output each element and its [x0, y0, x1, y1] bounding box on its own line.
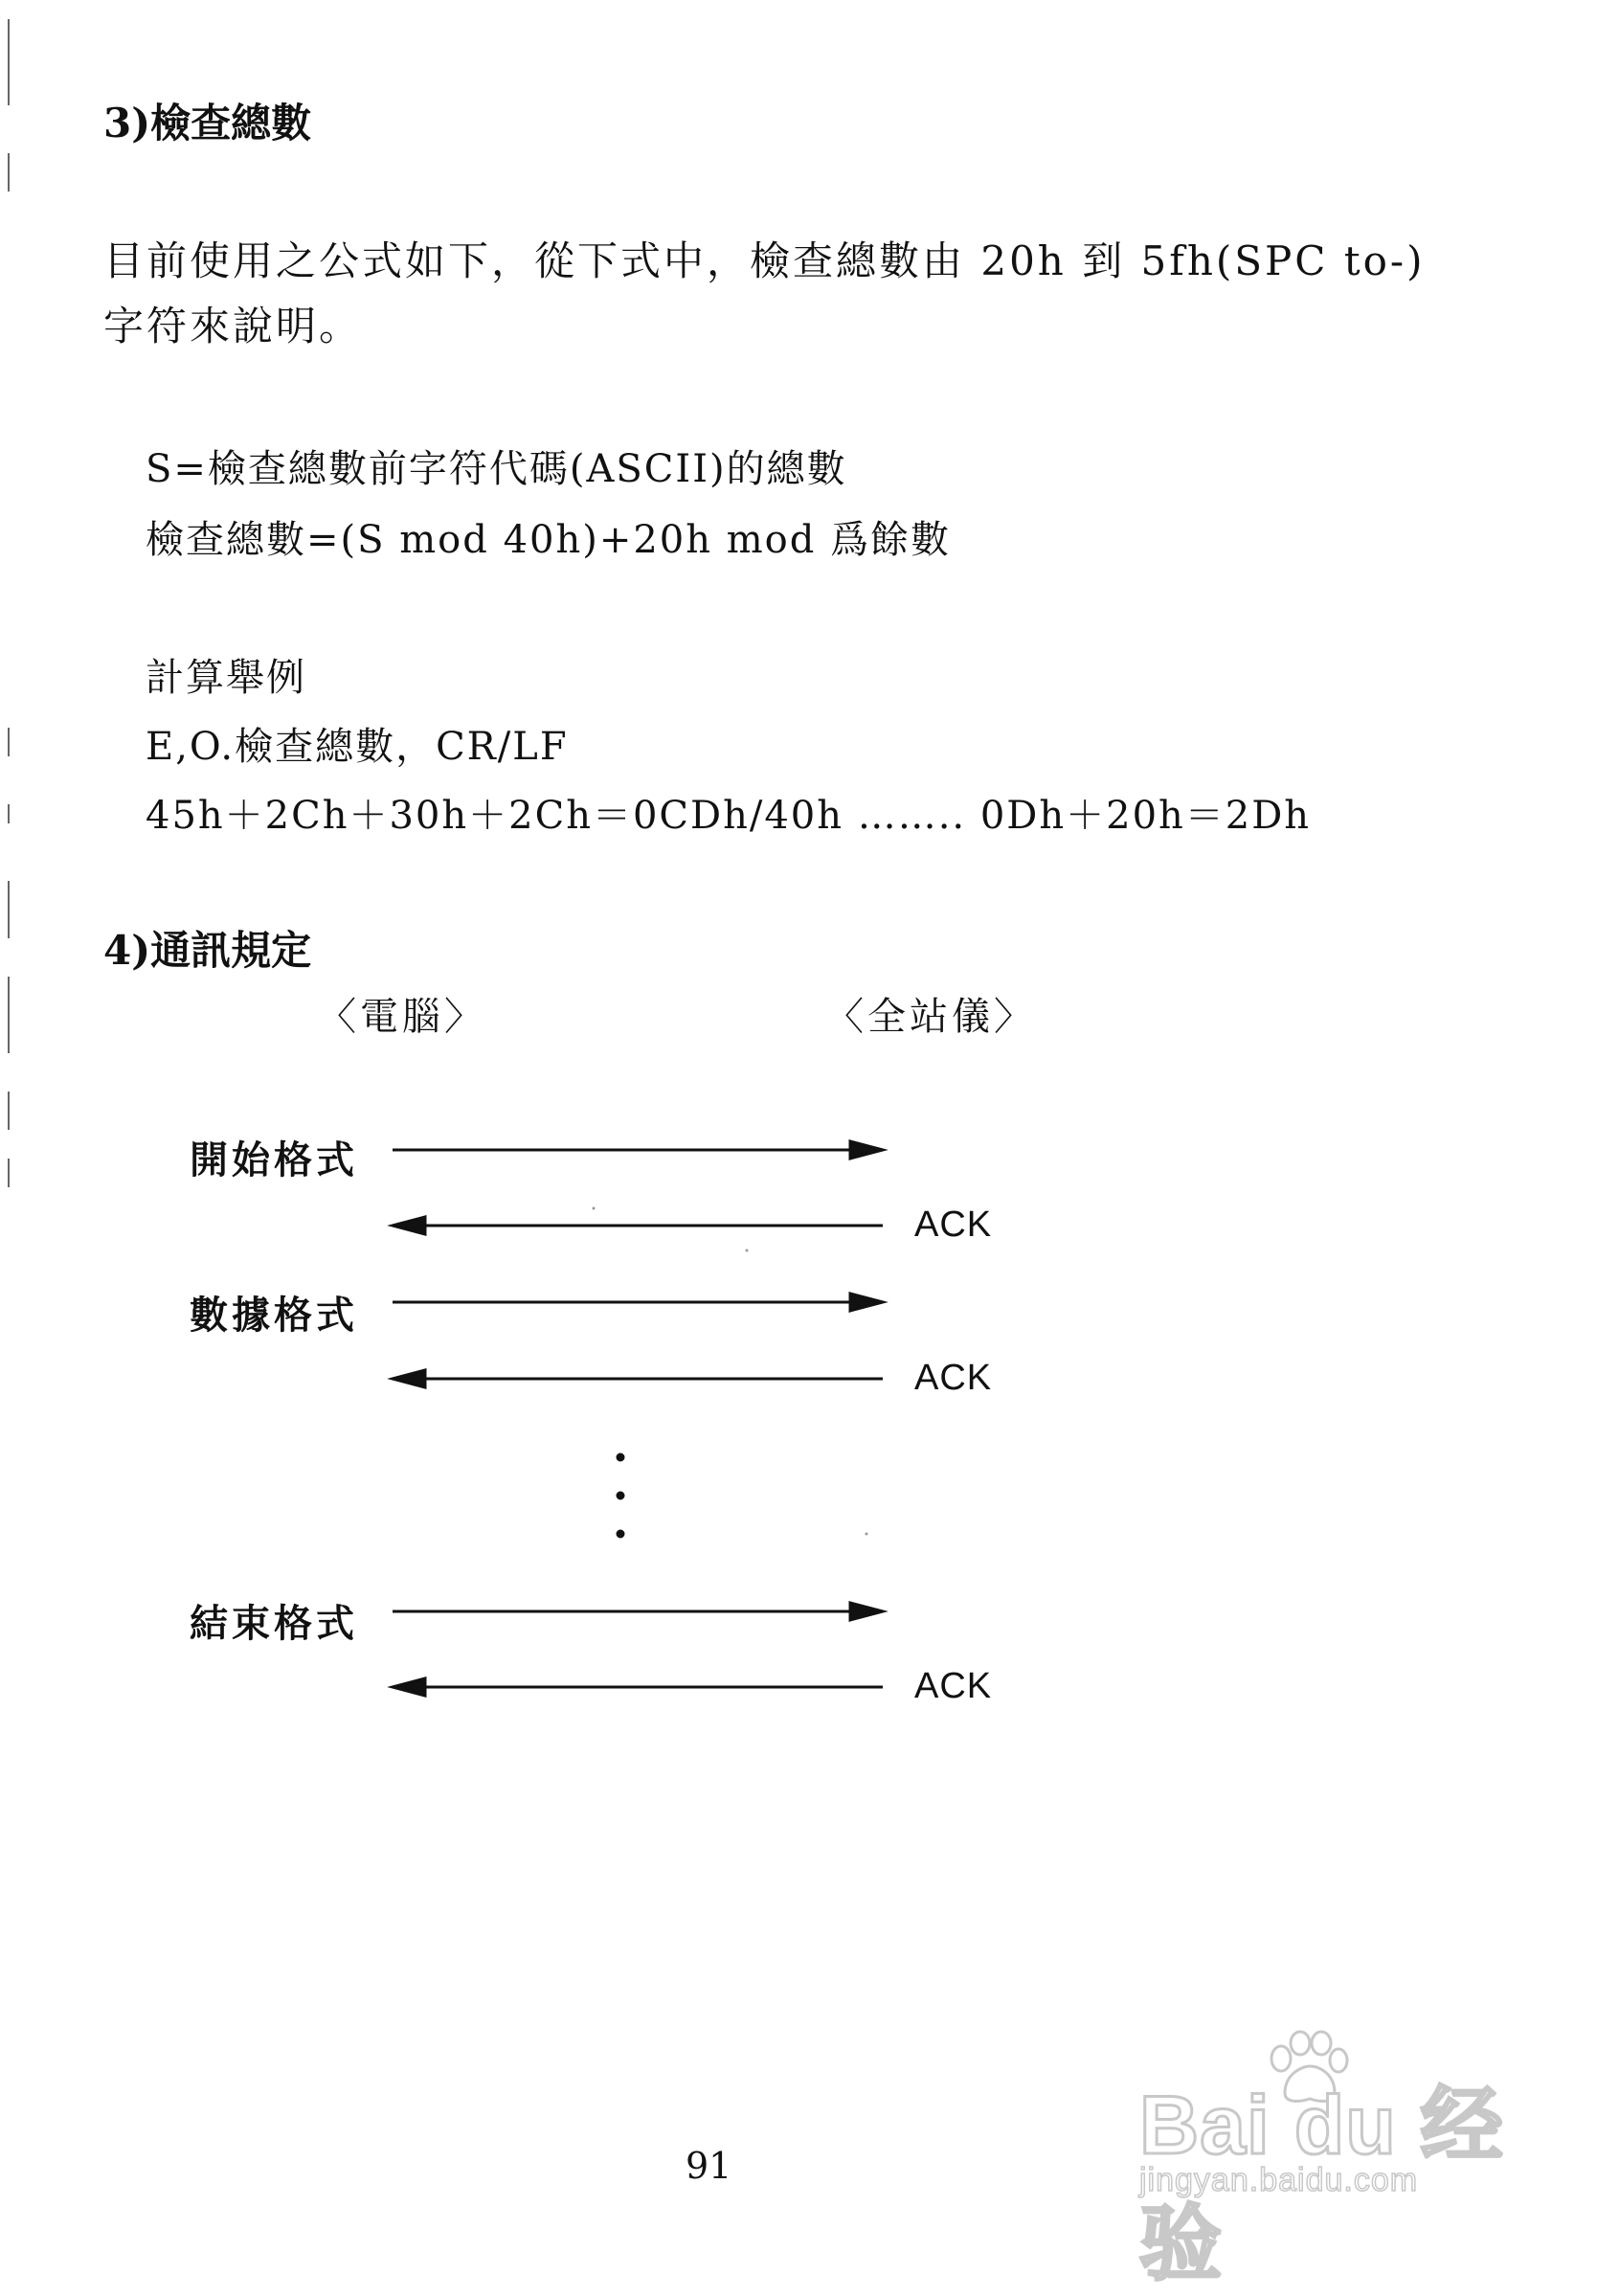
arrowhead-start-request: [850, 1141, 883, 1159]
party-computer: 〈電腦〉: [318, 995, 486, 1039]
watermark-url: jingyan.baidu.com: [1139, 2162, 1419, 2198]
example-line-2: 45h＋2Ch＋30h＋2Ch＝0CDh/40h …….. 0Dh＋20h＝2Dh: [146, 794, 1312, 838]
arrowhead-end-ack: [393, 1678, 425, 1696]
formula-line-2: 檢查總數=(S mod 40h)+20h mod 爲餘數: [146, 518, 952, 562]
example-line-1: E,O.檢查總數，CR/LF: [146, 725, 569, 769]
example-title: 計算舉例: [146, 656, 306, 700]
step-label-start: 開始格式: [190, 1137, 358, 1182]
page-number: 91: [686, 2145, 732, 2187]
intro-line-1: 目前使用之公式如下，從下式中，檢查總數由 20h 到 5fh(SPC to-): [103, 237, 1426, 284]
arrowhead-data-request: [850, 1294, 883, 1311]
section-heading-checksum: 3)檢查總數: [103, 100, 312, 146]
continuation-dot: [618, 1531, 623, 1537]
section-heading-protocol: 4)通訊規定: [103, 927, 312, 974]
baidu-jingyan-watermark: [1120, 2030, 1522, 2290]
intro-line-2: 字符來說明。: [103, 303, 363, 349]
ack-label-end: ACK: [914, 1666, 993, 1706]
formula-line-1: S=檢查總數前字符代碼(ASCII)的總數: [146, 447, 847, 491]
ack-label-start: ACK: [914, 1204, 993, 1245]
watermark-brand: Bai du 经验: [1139, 2080, 1504, 2290]
step-label-data: 數據格式: [190, 1293, 358, 1338]
ack-label-data: ACK: [914, 1358, 993, 1398]
continuation-dot: [618, 1454, 623, 1460]
party-total-station: 〈全站儀〉: [825, 995, 1036, 1039]
arrowhead-start-ack: [393, 1217, 425, 1234]
step-label-end: 結束格式: [190, 1601, 358, 1646]
continuation-dot: [618, 1493, 623, 1498]
arrowhead-end-request: [850, 1603, 883, 1620]
arrowhead-data-ack: [393, 1370, 425, 1387]
